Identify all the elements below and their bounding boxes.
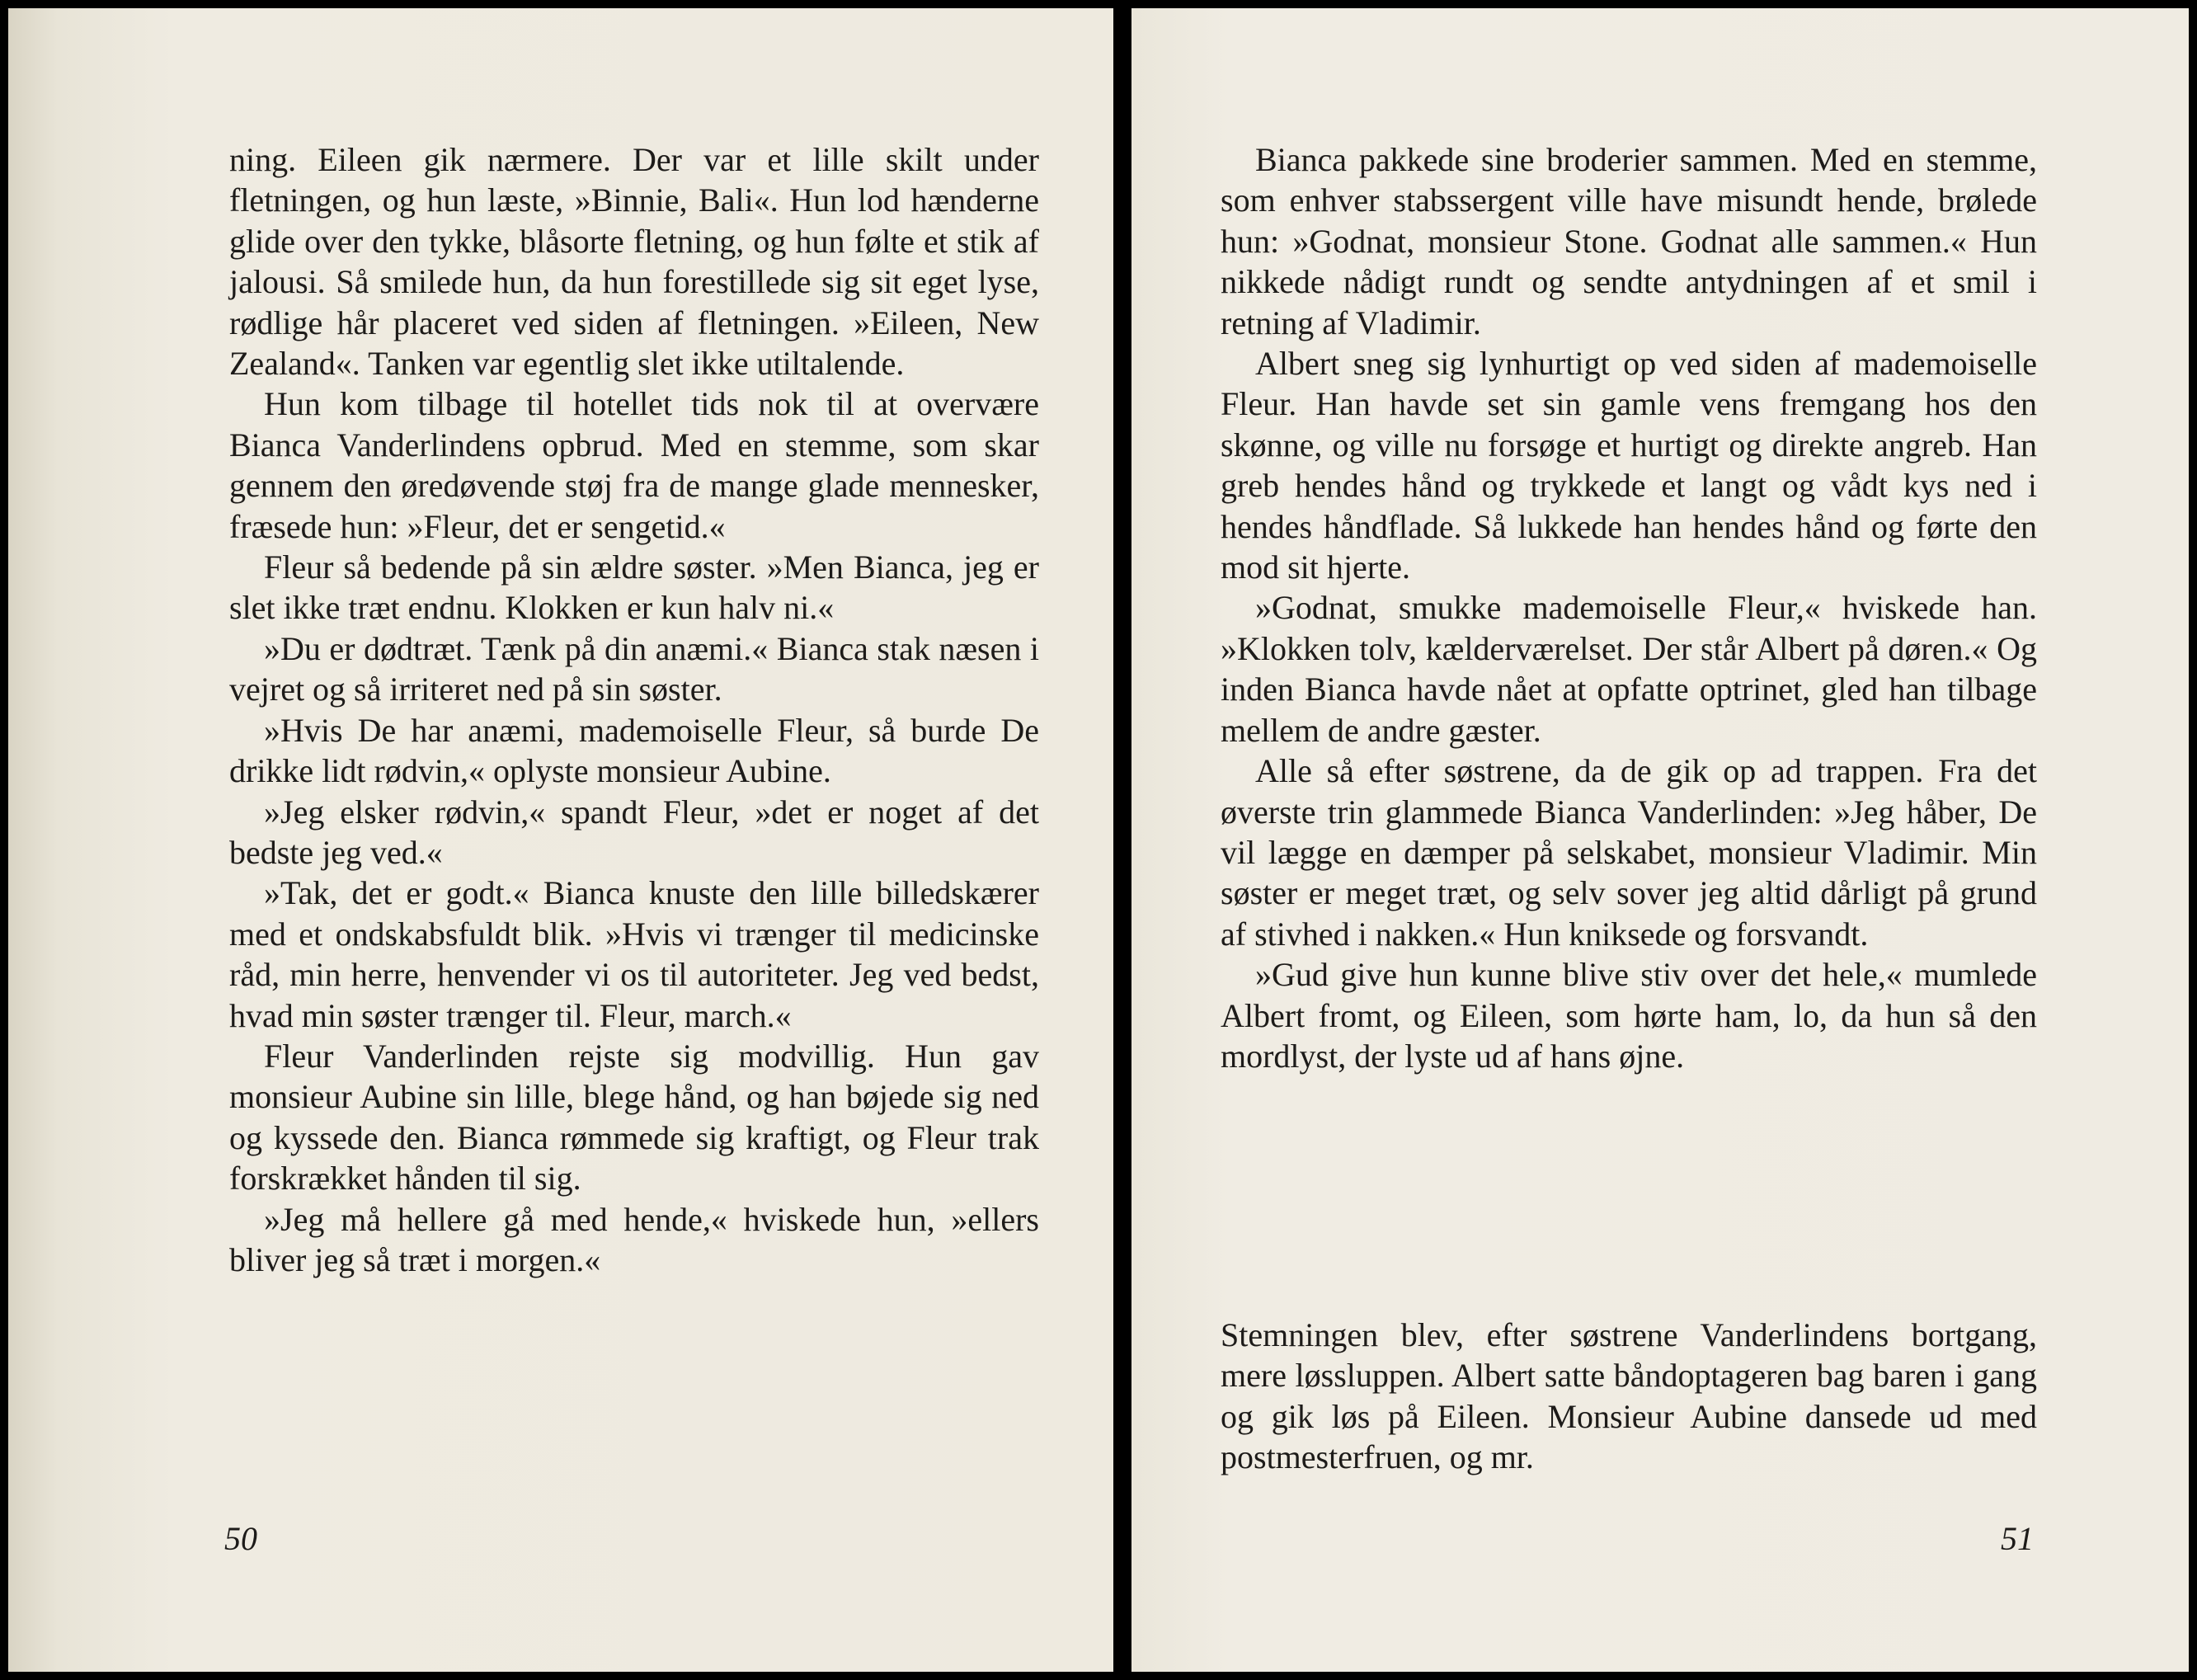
paragraph: »Tak, det er godt.« Bianca knuste den lille billedskærer med et ondskabsfuldt blik. »Hvis vi trænger til medicinske råd, min herre, henvender vi os til autoriteter. Jeg ved bedst, hvad min søster trænger til. Fleur, march.«	[229, 874, 1039, 1034]
paragraph: Hun kom tilbage til hotellet tids nok til at overvære Bianca Vanderlindens opbrud. Med en stemme, som skar gennem den øredøvende støj fra de mange glade mennesker, fræsede hun: »Fleur, det er sengetid.«	[229, 385, 1039, 545]
paragraph: Bianca pakkede sine broderier sammen. Med en stemme, som enhver stabssergent ville have misundt hende, brølede hun: »Godnat, monsieur Stone. Godnat alle sammen.« Hun nikkede nådigt rundt og sendte antydningen af et smil i retning af Vladimir.	[1221, 141, 2037, 341]
paragraph: »Jeg elsker rødvin,« spandt Fleur, »det er noget af det bedste jeg ved.«	[229, 793, 1039, 871]
left-page-body	[229, 139, 1039, 1280]
paragraph: Alle så efter søstrene, da de gik op ad trappen. Fra det øverste trin glammede Bianca Vanderlinden: »Jeg håber, De vil lægge en dæmper på selskabet, monsieur Vladimir. Min søster er meget træt, og selv sover jeg altid dårligt på grund af stivhed i nakken.« Hun kniksede og forsvandt.	[1221, 752, 2037, 953]
paragraph: Stemningen blev, efter søstrene Vanderlindens bortgang, mere løssluppen. Albert satte båndoptageren bag baren i gang og gik løs på Eileen. Monsieur Aubine dansede ud med postmesterfruen, og mr.	[1221, 1316, 2037, 1476]
paragraph: »Hvis De har anæmi, mademoiselle Fleur, så burde De drikke lidt rødvin,« oplyste monsieur Aubine.	[229, 711, 1039, 790]
left-page	[8, 8, 1113, 1672]
paragraph: »Gud give hun kunne blive stiv over det hele,« mumlede Albert fromt, og Eileen, som hørte ham, lo, da hun så den mordlyst, der lyste ud af hans øjne.	[1221, 956, 2037, 1075]
paragraph: »Godnat, smukke mademoiselle Fleur,« hviskede han. »Klokken tolv, kælderværelset. Der står Albert på døren.« Og inden Bianca havde nået at opfatte optrinet, gled han tilbage mellem de andre gæster.	[1221, 589, 2037, 749]
paragraph: Fleur Vanderlinden rejste sig modvillig. Hun gav monsieur Aubine sin lille, blege hånd, og han bøjede sig ned og kyssede den. Bianca rømmede sig kraftigt, og Fleur trak forskrækket hånden til sig.	[229, 1037, 1039, 1198]
page-number: 50	[224, 1520, 257, 1557]
page-number: 51	[2001, 1520, 2034, 1557]
right-page-body	[1221, 139, 2037, 1076]
paragraph: ning. Eileen gik nærmere. Der var et lille skilt under fletningen, og hun læste, »Binnie, Bali«. Hun lod hænderne glide over den tykke, blåsorte fletning, og hun følte et stik af jalousi. Så smilede hun, da hun forestillede sig sit eget lyse, rødlige hår placeret ved siden af fletningen. »Eileen, New Zealand«. Tanken var egentlig slet ikke utiltalende.	[229, 141, 1039, 383]
paragraph: Albert sneg sig lynhurtigt op ved siden af mademoiselle Fleur. Han havde set sin gamle vens fremgang hos den skønne, og ville nu forsøge et hurtigt og direkte angreb. Han greb hendes hånd og trykkede et langt og vådt kys ned i hendes håndflade. Så lukkede han hendes hånd og førte den mod sit hjerte.	[1221, 345, 2037, 586]
right-page	[1131, 8, 2189, 1672]
paragraph: »Jeg må hellere gå med hende,« hviskede hun, »ellers bliver jeg så træt i morgen.«	[229, 1200, 1039, 1278]
section-break-body	[1221, 1315, 2037, 1478]
paragraph: Fleur så bedende på sin ældre søster. »Men Bianca, jeg er slet ikke træt endnu. Klokken er kun halv ni.«	[229, 548, 1039, 627]
paragraph: »Du er dødtræt. Tænk på din anæmi.« Bianca stak næsen i vejret og så irriteret ned på sin søster.	[229, 629, 1039, 708]
